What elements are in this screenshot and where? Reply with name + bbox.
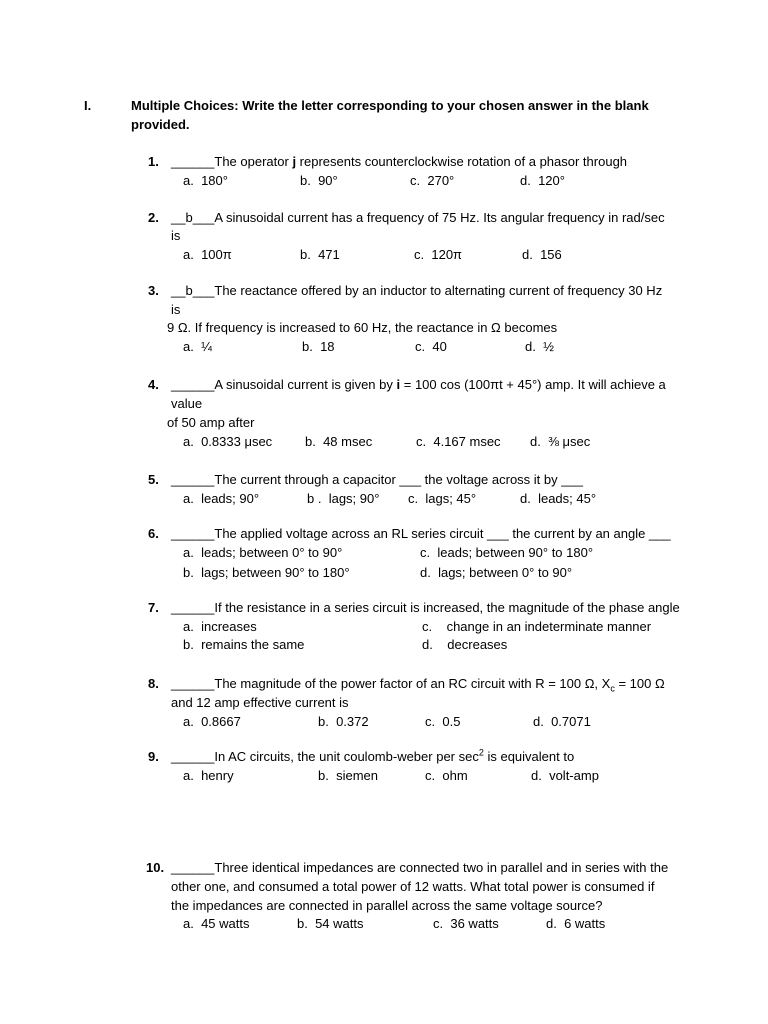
option-b: b. lags; between 90° to 180° [183,565,350,580]
option-a: a. 45 watts [183,916,250,931]
option-c: c. ohm [425,768,468,783]
question-number: 4. [148,377,159,392]
option-d: d. volt-amp [531,768,599,783]
option-d: d. ⅜ μsec [530,434,591,449]
question-stem: ______The applied voltage across an RL series circuit ___ the current by an angle ___ [171,526,671,541]
question-stem: ______The operator j represents counterclockwise rotation of a phasor through [171,154,628,169]
question-number: 8. [148,676,159,691]
answer-blank[interactable]: ______ [171,154,215,169]
question-number: 7. [148,600,159,615]
answer-blank[interactable]: __b___ [171,283,215,298]
question-stem-line2: and 12 amp effective current is [171,695,349,710]
option-d: d. ½ [525,339,554,354]
answer-blank[interactable]: ______ [171,472,215,487]
option-d: d. 156 [522,247,562,262]
question-stem: ______Three identical impedances are connected two in parallel and in series with the [171,860,669,875]
question-stem: __b___The reactance offered by an inductor to alternating current of frequency 30 Hz [171,283,663,298]
option-a: a. ¼ [183,339,212,354]
question-stem-line2: value [171,396,203,411]
question-stem: __b___A sinusoidal current has a frequency of 75 Hz. Its angular frequency in rad/sec [171,210,665,225]
option-b: b. 0.372 [318,714,369,729]
option-a: a. henry [183,768,234,783]
answer-blank[interactable]: ______ [171,860,215,875]
option-a: a. 0.8333 μsec [183,434,273,449]
option-c: c. change in an indeterminate manner [422,619,652,634]
option-a: a. leads; between 0° to 90° [183,545,343,560]
option-c: c. 36 watts [433,916,499,931]
option-b: b. 90° [300,173,338,188]
option-c: c. 120π [414,247,463,262]
question-stem: ______In AC circuits, the unit coulomb-weber per $\sec^2$ is equivalent to [171,747,575,764]
option-b: b. 48 msec [305,434,373,449]
section-number: I. [84,98,92,113]
answer-blank[interactable]: ______ [171,676,215,691]
option-a: a. increases [183,619,257,634]
option-b: b . lags; 90° [307,491,380,506]
option-d: d. leads; 45° [520,491,597,506]
question-number: 9. [148,749,159,764]
option-d: d. decreases [422,637,508,652]
option-d: d. lags; between 0° to 90° [420,565,573,580]
question-number: 2. [148,210,159,225]
option-b: b. remains the same [183,637,305,652]
option-a: a. 100π [183,247,232,262]
question-number: 3. [148,283,159,298]
question-stem-line2: is [171,302,181,317]
question-stem-line2: other one, and consumed a total power of 12 watts. What total power is consumed if [171,879,655,894]
option-a: a. 0.8667 [183,714,241,729]
answer-blank[interactable]: __b___ [171,210,215,225]
option-c: c. 40 [415,339,447,354]
option-b: b. 54 watts [297,916,364,931]
section-heading-line2: provided. [131,117,190,132]
option-d: d. 6 watts [546,916,606,931]
section-heading: Multiple Choices: Write the letter corresponding to your chosen answer in the blank [131,98,649,113]
question-stem-line3: 9 Ω. If frequency is increased to 60 Hz, the reactance in Ω becomes [167,320,558,335]
option-c: c. lags; 45° [408,491,477,506]
question-number: 10. [146,860,165,875]
question-number: 6. [148,526,159,541]
answer-blank[interactable]: ______ [171,526,215,541]
option-b: b. 471 [300,247,340,262]
answer-blank[interactable]: ______ [171,749,215,764]
answer-blank[interactable]: ______ [171,377,215,392]
question-stem: ______A sinusoidal current is given by i = 100 cos (100πt + 45°) amp. It will achieve a [171,377,666,392]
option-a: a. leads; 90° [183,491,260,506]
option-c: c. 4.167 msec [416,434,501,449]
option-c: c. leads; between 90° to 180° [420,545,594,560]
option-c: c. 0.5 [425,714,461,729]
question-stem: ______If the resistance in a series circuit is increased, the magnitude of the phase angle [171,600,680,615]
question-stem-line3: the impedances are connected in parallel across the same voltage source? [171,898,603,913]
answer-blank[interactable]: ______ [171,600,215,615]
question-number: 5. [148,472,159,487]
question-stem: ______The current through a capacitor ___ the voltage across it by ___ [171,472,583,487]
option-b: b. 18 [302,339,335,354]
option-b: b. siemen [318,768,378,783]
option-a: a. 180° [183,173,228,188]
question-stem-line2: is [171,228,181,243]
question-stem: ______The magnitude of the power factor of an RC circuit with R = 100 Ω, $X_c = 100$ Ω [171,676,665,694]
option-d: d. 0.7071 [533,714,591,729]
option-d: d. 120° [520,173,565,188]
question-stem-line3: of 50 amp after [167,415,255,430]
question-number: 1. [148,154,159,169]
option-c: c. 270° [410,173,455,188]
